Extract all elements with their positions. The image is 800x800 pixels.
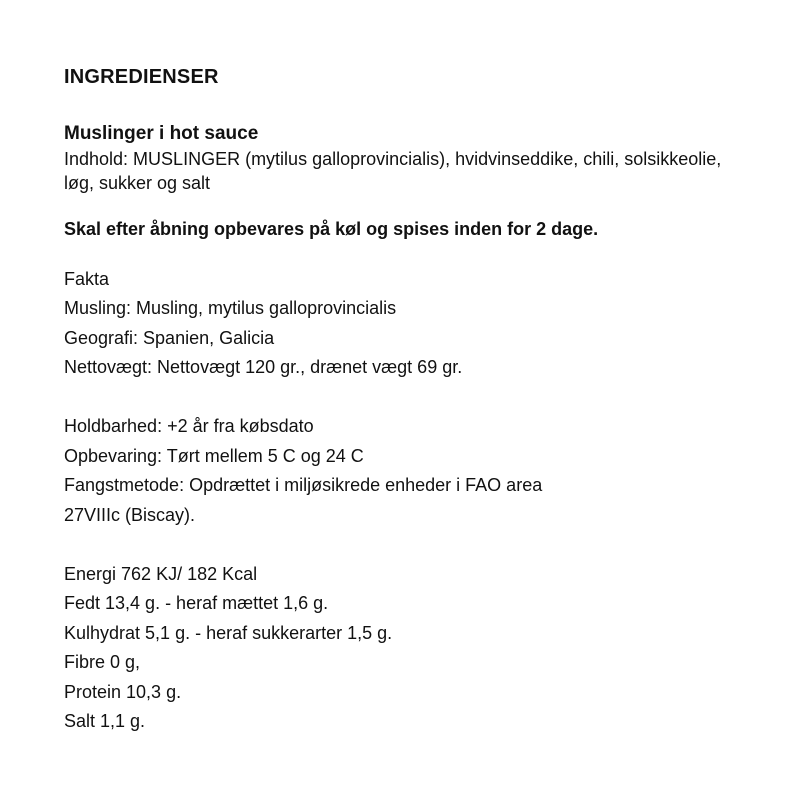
storage-note: Skal efter åbning opbevares på køl og spises inden for 2 dage. xyxy=(64,219,599,239)
fact-geography: Geografi: Spanien, Galicia xyxy=(64,328,275,348)
detail-catch-area: 27VIIIc (Biscay). xyxy=(64,505,196,525)
product-contents: Indhold: MUSLINGER (mytilus galloprovincialis), hvidvinseddike, chili, solsikkeolie, løg, sukker og salt xyxy=(64,149,722,193)
nutrition-salt: Salt 1,1 g. xyxy=(64,711,146,731)
nutrition-energy: Energi 762 KJ/ 182 Kcal xyxy=(64,564,258,584)
detail-shelf-life: Holdbarhed: +2 år fra købsdato xyxy=(64,416,314,436)
product-title: Muslinger i hot sauce xyxy=(64,123,259,144)
nutrition-fibre: Fibre 0 g, xyxy=(64,652,141,672)
section-heading: INGREDIENSER xyxy=(64,66,219,88)
detail-storage: Opbevaring: Tørt mellem 5 C og 24 C xyxy=(64,446,364,466)
nutrition-carbohydrate: Kulhydrat 5,1 g. - heraf sukkerarter 1,5 g. xyxy=(64,623,393,643)
nutrition-protein: Protein 10,3 g. xyxy=(64,682,182,702)
nutrition-fat: Fedt 13,4 g. - heraf mættet 1,6 g. xyxy=(64,593,329,613)
fact-species: Musling: Musling, mytilus galloprovincialis xyxy=(64,298,397,318)
detail-catch-method: Fangstmetode: Opdrættet i miljøsikrede enheder i FAO area xyxy=(64,475,543,495)
fact-net-weight: Nettovægt: Nettovægt 120 gr., drænet vægt 69 gr. xyxy=(64,357,463,377)
facts-title: Fakta xyxy=(64,269,110,289)
